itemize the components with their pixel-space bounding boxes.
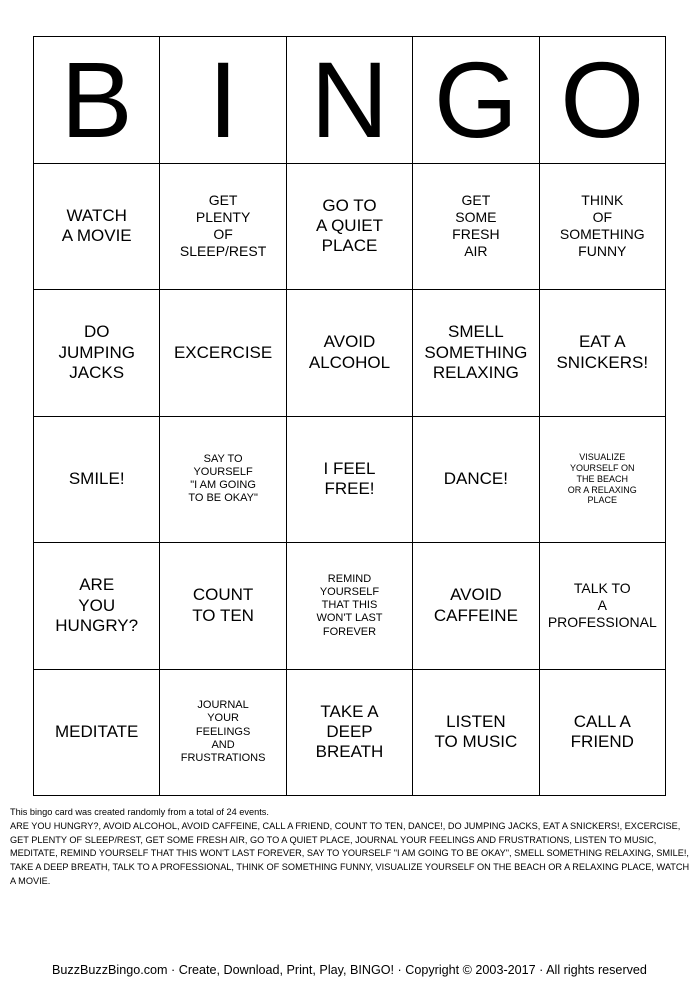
header-letter-n: N (287, 37, 413, 164)
header-letter-o: O (540, 37, 666, 164)
card-info-intro: This bingo card was created randomly from a total of 24 events. (10, 807, 269, 817)
bingo-square-b-3: SMILE! (34, 417, 160, 544)
bingo-square-g-4: AVOID CAFFEINE (413, 543, 539, 670)
bingo-square-i-2: EXCERCISE (160, 290, 286, 417)
bingo-square-i-1: GET PLENTY OF SLEEP/REST (160, 164, 286, 291)
bingo-square-b-5: MEDITATE (34, 670, 160, 797)
bingo-square-g-1: GET SOME FRESH AIR (413, 164, 539, 291)
bingo-square-g-5: LISTEN TO MUSIC (413, 670, 539, 797)
bingo-square-n-1: GO TO A QUIET PLACE (287, 164, 413, 291)
bingo-square-o-3: VISUALIZE YOURSELF ON THE BEACH OR A RELAXING PLACE (540, 417, 666, 544)
bingo-square-i-3: SAY TO YOURSELF "I AM GOING TO BE OKAY" (160, 417, 286, 544)
header-letter-g: G (413, 37, 539, 164)
bingo-card (33, 36, 666, 796)
bingo-square-g-2: SMELL SOMETHING RELAXING (413, 290, 539, 417)
bingo-square-b-1: WATCH A MOVIE (34, 164, 160, 291)
header-letter-i: I (160, 37, 286, 164)
bingo-square-n-3: I FEEL FREE! (287, 417, 413, 544)
bingo-square-o-4: TALK TO A PROFESSIONAL (540, 543, 666, 670)
bingo-square-n-5: TAKE A DEEP BREATH (287, 670, 413, 797)
bingo-square-n-4: REMIND YOURSELF THAT THIS WON'T LAST FOREVER (287, 543, 413, 670)
bingo-square-i-4: COUNT TO TEN (160, 543, 286, 670)
card-event-list: ARE YOU HUNGRY?, AVOID ALCOHOL, AVOID CAFFEINE, CALL A FRIEND, COUNT TO TEN, DANCE!, DO JUMPING JACKS, EAT A SNICKERS!, EXCERCISE, GET PLENTY OF SLEEP/REST, GET SOME FRESH AIR, GO TO A QUIET PLACE, JOURNAL YOUR FEELINGS AND FRUSTRATIONS, LISTEN TO MUSIC, MEDITATE, REMIND YOURSELF THAT THIS WON'T LAST FOREVER, SAY TO YOURSELF "I AM GOING TO BE OKAY", SMELL SOMETHING RELAXING, SMILE!, TAKE A DEEP BREATH, TALK TO A PROFESSIONAL, THINK OF SOMETHING FUNNY, VISUALIZE YOURSELF ON THE BEACH OR A RELAXING PLACE, WATCH A MOVIE. (10, 820, 690, 886)
bingo-square-n-2: AVOID ALCOHOL (287, 290, 413, 417)
bingo-square-b-4: ARE YOU HUNGRY? (34, 543, 160, 670)
bingo-square-b-2: DO JUMPING JACKS (34, 290, 160, 417)
header-letter-b: B (34, 37, 160, 164)
bingo-square-o-1: THINK OF SOMETHING FUNNY (540, 164, 666, 291)
bingo-square-o-5: CALL A FRIEND (540, 670, 666, 797)
bingo-square-g-3: DANCE! (413, 417, 539, 544)
card-info (10, 806, 690, 889)
bingo-square-i-5: JOURNAL YOUR FEELINGS AND FRUSTRATIONS (160, 670, 286, 797)
bingo-square-o-2: EAT A SNICKERS! (540, 290, 666, 417)
page-footer: BuzzBuzzBingo.com · Create, Download, Print, Play, BINGO! · Copyright © 2003-2017 · All rights reserved (52, 963, 647, 977)
